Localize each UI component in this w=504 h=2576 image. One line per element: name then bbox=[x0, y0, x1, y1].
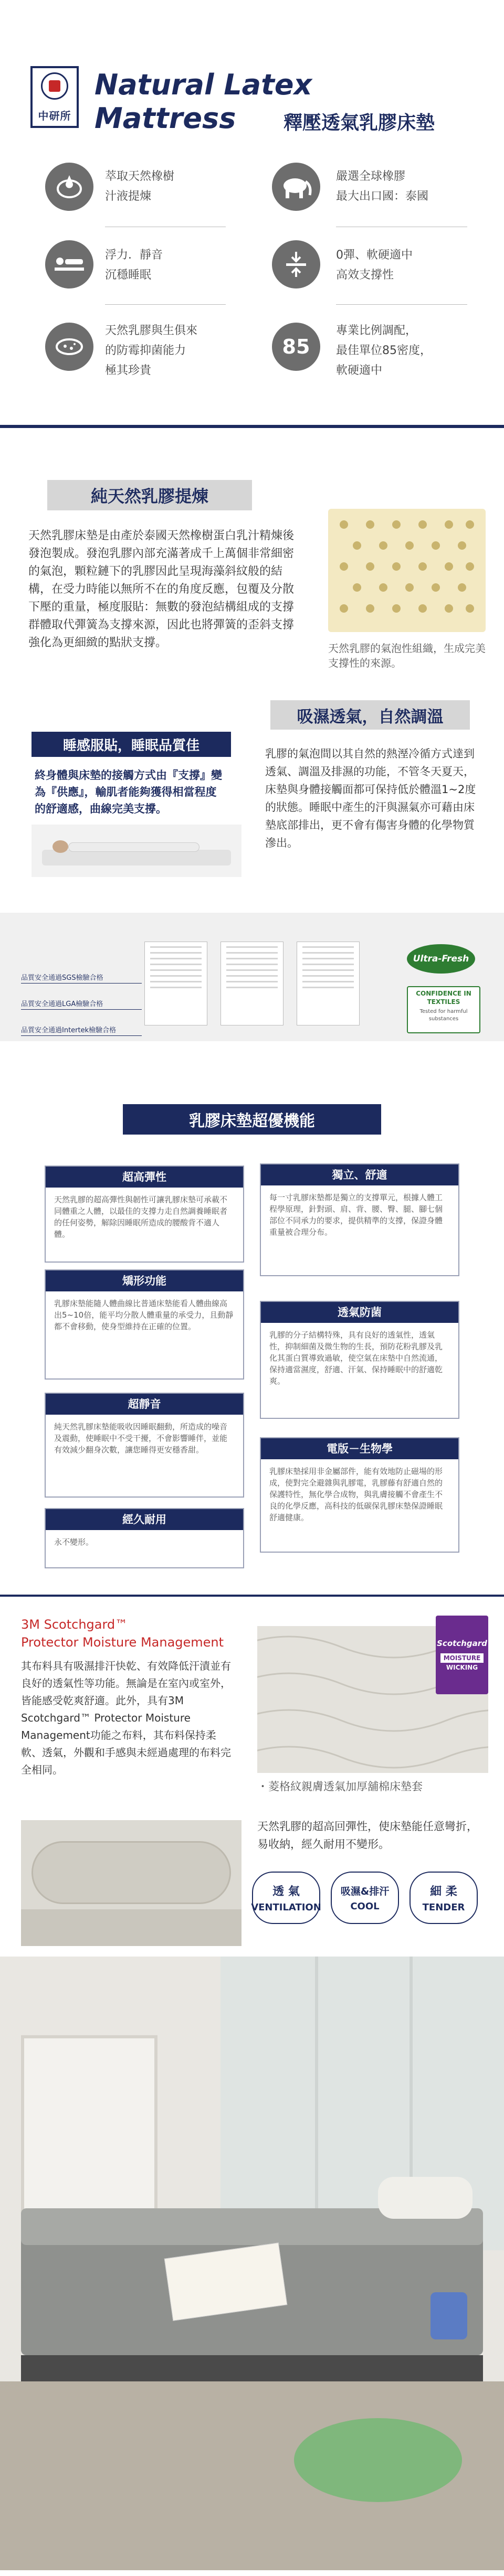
function-card-bio bbox=[260, 1437, 459, 1553]
function-card-antibacterial bbox=[260, 1301, 459, 1419]
function-card-elasticity bbox=[45, 1166, 244, 1263]
badge-tender bbox=[410, 1872, 478, 1924]
latex-image-caption: 天然乳膠的氣泡性組織，生成完美支撐性的來源。 bbox=[328, 642, 486, 669]
function-card-text: 天然乳膠的超高彈性與韌性可讓乳膠床墊可承載不同體重之人體，以最佳的支撐力走自然調養睡眠者的任何姿勢，解除因睡眠所造成的腰酸背不適人體。 bbox=[54, 1195, 228, 1239]
feature-line: 萃取天然橡樹 bbox=[105, 170, 175, 183]
function-card-title: 電版－生物學 bbox=[261, 1438, 458, 1459]
feature-line: 浮力．靜音 bbox=[105, 249, 163, 262]
badge-zh: 吸濕&排汗 bbox=[340, 1886, 390, 1897]
function-card-title: 獨立、舒適 bbox=[261, 1164, 458, 1185]
natural-latex-paragraph: 天然乳膠床墊是由產於泰國天然橡樹蛋白乳汁精煉後發泡製成。發泡乳膠內部充滿著成千上萬個非常細密的氣泡，顆粒鏈下的乳膠因此呈現海藻斜紋般的結構，在受力時能以無所不在的角度反應，包覆及分散下壓的重量，極度服貼：無數的發泡結構組成的支撐群體取代彈簧為支撐來源，因此也將彈簧的歪斜支撐強化為更細緻的點狀支撐。 bbox=[28, 529, 295, 649]
feature-line: 嚴選全球橡膠 bbox=[336, 170, 406, 183]
sleep-fit-title: 睡感服貼，睡眠品質佳 bbox=[32, 732, 231, 757]
feature-line: 天然乳膠與生俱來 bbox=[105, 324, 198, 337]
logo-seal-icon bbox=[41, 72, 68, 100]
ultra-fresh-logo: Ultra-Fresh bbox=[407, 944, 475, 974]
function-card-title: 經久耐用 bbox=[46, 1509, 243, 1530]
function-card-orthopedic bbox=[45, 1269, 244, 1380]
badge-en: VENTILATION bbox=[251, 1902, 321, 1913]
cert-document bbox=[144, 942, 207, 1025]
scotchgard-title-line2: Protector Moisture Management bbox=[21, 1635, 224, 1650]
feature-text-4 bbox=[336, 245, 413, 285]
latex-foam-image bbox=[328, 509, 486, 632]
feature-line: 最佳單位85密度， bbox=[336, 344, 432, 357]
feature-line: 專業比例調配， bbox=[336, 324, 417, 337]
feature-text-6 bbox=[336, 321, 432, 381]
cert-document bbox=[297, 942, 360, 1025]
feature-line: 高效支撐性 bbox=[336, 269, 394, 282]
fabric-caption: ・菱格紋親膚透氣加厚舖棉床墊套 bbox=[257, 1780, 423, 1793]
function-card-text: 每一寸乳膠床墊都是獨立的支撐單元，根據人體工程學原理，針對頭、肩、背、腰、臀、腿、腳七個部位不同承力的要求，提供精準的支撐，保證身體重量被合理分布。 bbox=[269, 1193, 443, 1237]
feature-text-2 bbox=[336, 167, 428, 207]
function-card-title: 超靜音 bbox=[46, 1394, 243, 1415]
sleep-fit-text: 終身體與床墊的接觸方式由『支撐』變為『供應』，輸肌者能夠獲得相當程度的舒適感，曲線完美支撐。 bbox=[35, 769, 222, 815]
badge-zh: 細 柔 bbox=[430, 1885, 457, 1898]
bacteria-icon bbox=[45, 323, 93, 371]
function-card-text: 純天然乳膠床墊能吸收因睡眠翻動，所造成的噪音及震動，使睡眠中不受干擾，不會影響睡伴，並能有效減少翻身次數，讓您睡得更安穩香甜。 bbox=[54, 1422, 228, 1455]
badge-ventilation bbox=[252, 1872, 320, 1924]
function-card-title: 透氣防菌 bbox=[261, 1302, 458, 1323]
section-divider bbox=[0, 1595, 504, 1597]
scotchgard-paragraph: 其布料具有吸濕排汗快乾、有效降低汗漬並有良好的透氣性等功能。無論是在室內或室外，皆能感受乾爽舒適。此外，具有3M Scotchgard™ Protector Moisture Management功能之布料，其布料保持柔軟、透氣，外觀和手感與未經過處理的布料完全相同。 bbox=[21, 1660, 231, 1776]
feature-line: 最大出口國：泰國 bbox=[336, 190, 429, 203]
latex-drop-icon bbox=[45, 163, 93, 211]
scotchgard-brand: Scotchgard bbox=[437, 1639, 487, 1648]
oeko-tex-subtitle: Tested for harmful substances bbox=[419, 1009, 468, 1022]
cert-label-lga: 品質安全通過LGA檢驗合格 bbox=[21, 998, 142, 1010]
function-card-title: 矯形功能 bbox=[46, 1270, 243, 1291]
feature-line: 的防霉抑菌能力 bbox=[105, 344, 186, 357]
elephant-icon bbox=[272, 163, 320, 211]
feature-line: 汁液提煉 bbox=[105, 190, 152, 203]
function-card-text: 乳膠床墊能隨人體曲線比普通床墊能看人體曲線高出5~10倍，能平均分散人體重量的承受力，且動靜都不會移動，使身型維持在正確的位置。 bbox=[54, 1299, 234, 1331]
function-card-text: 乳膠床墊採用非金屬部件，能有效地防止磁場的形成，使對完全避雜與乳膠電，乳膠藤有舒適自然的保護特性，無化學合成物，與乳膚接觸不會產生不良的化學反應，高科技的低碳保乳膠床墊保證睡眠舒適健康。 bbox=[269, 1467, 443, 1522]
cert-document bbox=[220, 942, 284, 1025]
badge-zh: 透 氣 bbox=[272, 1885, 300, 1898]
oeko-tex-logo bbox=[407, 986, 480, 1033]
breathable-paragraph: 乳膠的氣泡間以其自然的熱溼冷循方式達到透氣、調溫及排濕的功能，不管冬天夏天，床墊與身體接觸面都可保持低於體溫1~2度的狀態。睡眠中產生的汗與濕氣亦可藉由床墊底部排出，更不會有傷害身體的化學物質滲出。 bbox=[265, 747, 476, 849]
function-card-durable bbox=[45, 1508, 244, 1568]
rolled-mattress-image bbox=[21, 1820, 242, 1946]
function-card-silent bbox=[45, 1393, 244, 1498]
pressure-arrows-icon bbox=[272, 240, 320, 288]
feature-line: 沉穩睡眠 bbox=[105, 269, 152, 282]
feature-divider bbox=[336, 304, 467, 305]
sleeping-woman-image bbox=[32, 825, 242, 877]
cert-label-sgs: 品質安全通過SGS檢驗合格 bbox=[21, 972, 142, 984]
natural-latex-title: 純天然乳膠提煉 bbox=[47, 480, 252, 510]
functions-title: 乳膠床墊超優機能 bbox=[123, 1104, 381, 1135]
density-85-icon: 85 bbox=[272, 323, 320, 371]
feature-line: 軟硬適中 bbox=[336, 364, 383, 377]
feature-text-5 bbox=[105, 321, 197, 381]
badge-en: COOL bbox=[350, 1901, 380, 1912]
logo-text: 中研所 bbox=[38, 110, 71, 122]
tag-wicking: WICKING bbox=[446, 1664, 478, 1671]
sleeping-icon bbox=[45, 240, 93, 288]
scotchgard-tag bbox=[436, 1616, 488, 1694]
function-card-independent bbox=[260, 1163, 459, 1276]
title-chinese: 釋壓透氣乳膠床墊 bbox=[284, 112, 435, 134]
feature-divider bbox=[105, 304, 226, 305]
function-card-text: 永不變形。 bbox=[54, 1537, 94, 1547]
brand-logo bbox=[30, 66, 79, 128]
title-english-line1: Natural Latex bbox=[94, 68, 312, 101]
section-divider bbox=[0, 425, 504, 428]
breathable-title: 吸濕透氣，自然調溫 bbox=[270, 700, 470, 730]
feature-line: 極其珍貴 bbox=[105, 364, 152, 377]
feature-text-1 bbox=[105, 167, 174, 207]
title-english-line2: Mattress bbox=[94, 102, 236, 135]
badge-cool bbox=[331, 1872, 399, 1924]
function-card-title: 超高彈性 bbox=[46, 1167, 243, 1188]
oeko-tex-title: CONFIDENCE IN TEXTILES bbox=[416, 990, 471, 1006]
cert-label-intertek: 品質安全通過Intertek檢驗合格 bbox=[21, 1024, 142, 1036]
bedroom-scene-image bbox=[0, 1957, 504, 2570]
feature-text-3 bbox=[105, 245, 163, 285]
feature-line: 0彈、軟硬適中 bbox=[336, 249, 413, 262]
tag-moisture: MOISTURE bbox=[440, 1653, 484, 1663]
badge-en: TENDER bbox=[422, 1902, 465, 1913]
function-card-text: 乳膠的分子結構特殊，具有良好的透氣性，透氣性，抑制細菌及微生物的生長，預防花粉乳膠及乳化其蛋白質導致過敏，使空氣在床墊中自然流通，保持適當濕度，舒適、汗氣、保持睡眠中的舒適乾爽。 bbox=[269, 1330, 443, 1386]
support-text: 天然乳膠的超高回彈性，使床墊能任意彎折，易收納，經久耐用不變形。 bbox=[257, 1820, 478, 1851]
scotchgard-title-line1: 3M Scotchgard™ bbox=[21, 1617, 128, 1632]
